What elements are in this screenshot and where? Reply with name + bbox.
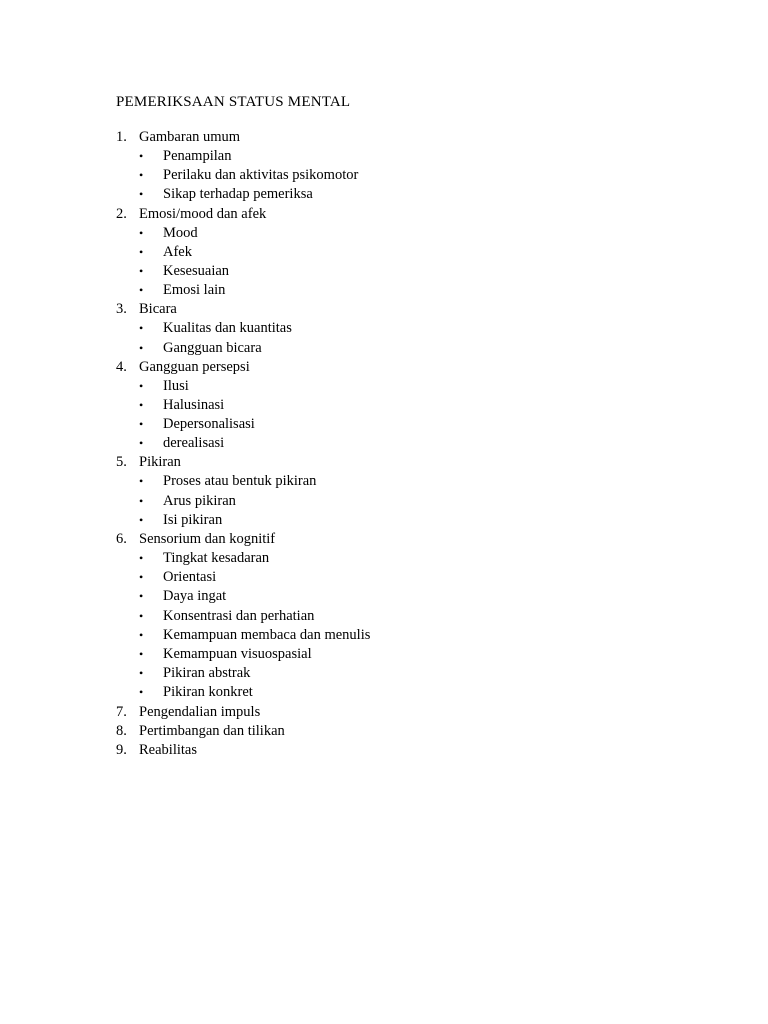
bullet-icon: • xyxy=(139,340,144,355)
subsection-label: derealisasi xyxy=(163,435,225,452)
subsection-item xyxy=(0,549,768,568)
section-label: Bicara xyxy=(139,301,177,318)
subsection-label: Mood xyxy=(163,224,198,241)
bullet-icon: • xyxy=(139,378,144,393)
bullet-icon: • xyxy=(139,551,144,565)
subsection-label: Perilaku dan aktivitas psikomotor xyxy=(163,167,359,184)
section-label: Emosi/mood dan afek xyxy=(139,205,267,222)
section-label: Gambaran umum xyxy=(139,129,241,145)
subsection-item xyxy=(0,147,768,166)
section-label: Reabilitas xyxy=(139,741,197,758)
section-number: 5. xyxy=(116,454,127,471)
subsection-label: Sikap terhadap pemeriksa xyxy=(163,186,313,203)
subsection-item xyxy=(0,472,768,491)
section-label: Pertimbangan dan tilikan xyxy=(139,722,285,739)
bullet-icon: • xyxy=(139,627,144,642)
subsection-item xyxy=(0,319,768,338)
subsection-item xyxy=(0,224,768,243)
subsection-item xyxy=(0,587,768,606)
subsection-item xyxy=(0,492,768,511)
bullet-icon: • xyxy=(139,244,144,259)
bullet-icon: • xyxy=(139,666,144,681)
section-item xyxy=(0,530,768,549)
section-number: 8. xyxy=(116,722,127,739)
subsection-label: Arus pikiran xyxy=(163,492,236,509)
subsection-label: Kualitas dan kuantitas xyxy=(163,320,292,337)
section-item xyxy=(0,358,768,377)
section-label: Pikiran xyxy=(139,454,181,471)
subsection-label: Daya ingat xyxy=(163,588,227,605)
document-title: PEMERIKSAAN STATUS MENTAL xyxy=(116,94,351,110)
section-number: 2. xyxy=(116,205,127,222)
subsection-item xyxy=(0,434,768,453)
bullet-icon: • xyxy=(139,493,144,508)
subsection-item xyxy=(0,568,768,587)
bullet-icon: • xyxy=(139,263,144,278)
section-label: Gangguan persepsi xyxy=(139,358,250,375)
subsection-label: Ilusi xyxy=(163,377,189,394)
bullet-icon: • xyxy=(139,608,144,623)
section-item xyxy=(0,205,768,224)
subsection-label: Isi pikiran xyxy=(163,511,223,528)
subsection-label: Pikiran konkret xyxy=(163,684,253,701)
subsection-item xyxy=(0,377,768,396)
subsection-item xyxy=(0,607,768,626)
subsection-item xyxy=(0,415,768,434)
section-number: 3. xyxy=(116,301,127,318)
section-number: 4. xyxy=(116,358,127,375)
bullet-icon: • xyxy=(139,436,144,451)
bullet-icon: • xyxy=(139,474,144,489)
subsection-label: Gangguan bicara xyxy=(163,339,262,356)
subsection-item xyxy=(0,339,768,358)
bullet-icon: • xyxy=(139,417,144,432)
subsection-label: Orientasi xyxy=(163,569,217,586)
subsection-label: Kemampuan membaca dan menulis xyxy=(163,626,371,643)
subsection-label: Pikiran abstrak xyxy=(163,665,251,682)
bullet-icon: • xyxy=(139,168,144,183)
section-number: 7. xyxy=(116,703,127,720)
bullet-icon: • xyxy=(139,685,144,700)
bullet-icon: • xyxy=(139,646,144,661)
subsection-label: Afek xyxy=(163,243,192,260)
subsection-item xyxy=(0,664,768,683)
section-item xyxy=(0,722,768,741)
section-number: 6. xyxy=(116,531,127,547)
bullet-icon: • xyxy=(139,512,144,527)
subsection-item xyxy=(0,262,768,281)
subsection-label: Proses atau bentuk pikiran xyxy=(163,473,317,490)
subsection-label: Depersonalisasi xyxy=(163,416,255,433)
section-item xyxy=(0,300,768,319)
subsection-item xyxy=(0,166,768,185)
subsection-item xyxy=(0,645,768,664)
bullet-icon: • xyxy=(139,283,144,298)
section-item xyxy=(0,128,768,147)
subsection-item xyxy=(0,396,768,415)
subsection-label: Kemampuan visuospasial xyxy=(163,645,312,662)
section-item xyxy=(0,453,768,472)
bullet-icon: • xyxy=(139,570,144,585)
bullet-icon: • xyxy=(139,589,144,604)
subsection-item xyxy=(0,626,768,645)
subsection-label: Halusinasi xyxy=(163,396,225,413)
bullet-icon: • xyxy=(139,149,144,163)
section-item xyxy=(0,703,768,722)
subsection-label: Tingkat kesadaran xyxy=(163,550,270,566)
subsection-label: Kesesuaian xyxy=(163,262,230,279)
section-item xyxy=(0,741,768,760)
section-label: Pengendalian impuls xyxy=(139,703,261,720)
subsection-item xyxy=(0,185,768,204)
section-label: Sensorium dan kognitif xyxy=(139,531,276,547)
subsection-item xyxy=(0,511,768,530)
section-number: 1. xyxy=(116,129,127,145)
subsection-label: Konsentrasi dan perhatian xyxy=(163,607,315,624)
subsection-item xyxy=(0,281,768,300)
bullet-icon: • xyxy=(139,225,144,240)
bullet-icon: • xyxy=(139,187,144,202)
bullet-icon: • xyxy=(139,321,144,336)
subsection-item xyxy=(0,243,768,262)
section-list xyxy=(0,128,768,760)
subsection-label: Penampilan xyxy=(163,148,232,164)
subsection-item xyxy=(0,683,768,702)
section-number: 9. xyxy=(116,741,127,758)
bullet-icon: • xyxy=(139,397,144,412)
subsection-label: Emosi lain xyxy=(163,282,226,299)
